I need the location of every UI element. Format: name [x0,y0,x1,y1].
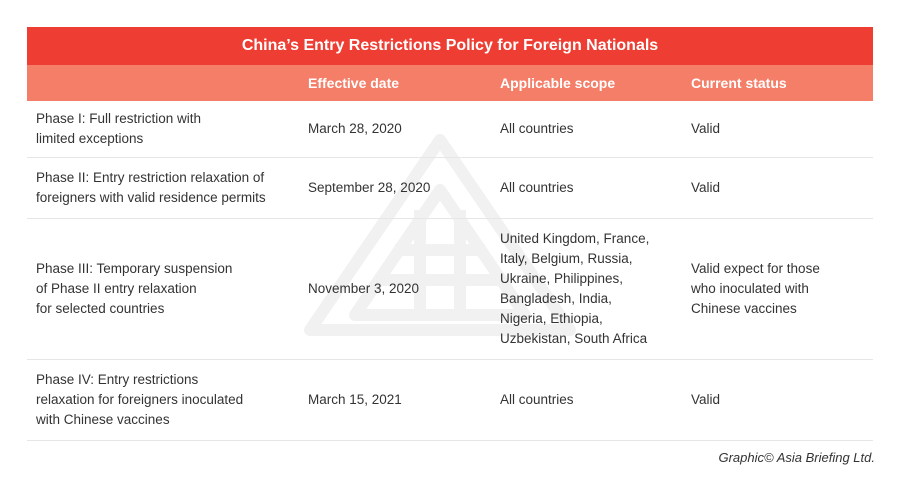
phase-cell: Phase II: Entry restriction relaxation of foreigners with valid residence permits [36,170,266,205]
table-row [27,101,873,158]
status-cell: Valid expect for those who inoculated with Chinese vaccines [691,261,820,316]
table-header-row [27,65,873,101]
column-header-applicable-scope: Applicable scope [500,75,616,91]
column-header-current-status: Current status [691,75,787,91]
phase-cell: Phase IV: Entry restrictions relaxation for foreigners inoculated with Chinese vaccines [36,372,244,427]
date-cell: September 28, 2020 [308,180,431,195]
date-cell: November 3, 2020 [308,281,420,296]
scope-cell: All countries [500,121,574,136]
scope-cell: United Kingdom, France, Italy, Belgium, Russia, Ukraine, Philippines, Bangladesh, India, Nigeria, Ethiopia, Uzbekistan, South Africa [500,231,650,346]
date-cell: March 28, 2020 [308,121,402,136]
scope-cell: All countries [500,180,574,195]
status-cell: Valid [691,180,721,195]
status-cell: Valid [691,392,721,407]
scope-cell: All countries [500,392,574,407]
table-row [27,219,873,360]
table-title: China’s Entry Restrictions Policy for Foreign Nationals [27,27,873,65]
policy-table [27,27,873,441]
date-cell: March 15, 2021 [308,392,402,407]
table-row [27,158,873,219]
graphic-credit: Graphic© Asia Briefing Ltd. [718,450,875,465]
column-header-effective-date: Effective date [308,75,400,91]
table-row [27,360,873,441]
phase-cell: Phase III: Temporary suspension of Phase II entry relaxation for selected countries [36,261,233,316]
phase-cell: Phase I: Full restriction with limited exceptions [36,111,202,146]
status-cell: Valid [691,121,721,136]
